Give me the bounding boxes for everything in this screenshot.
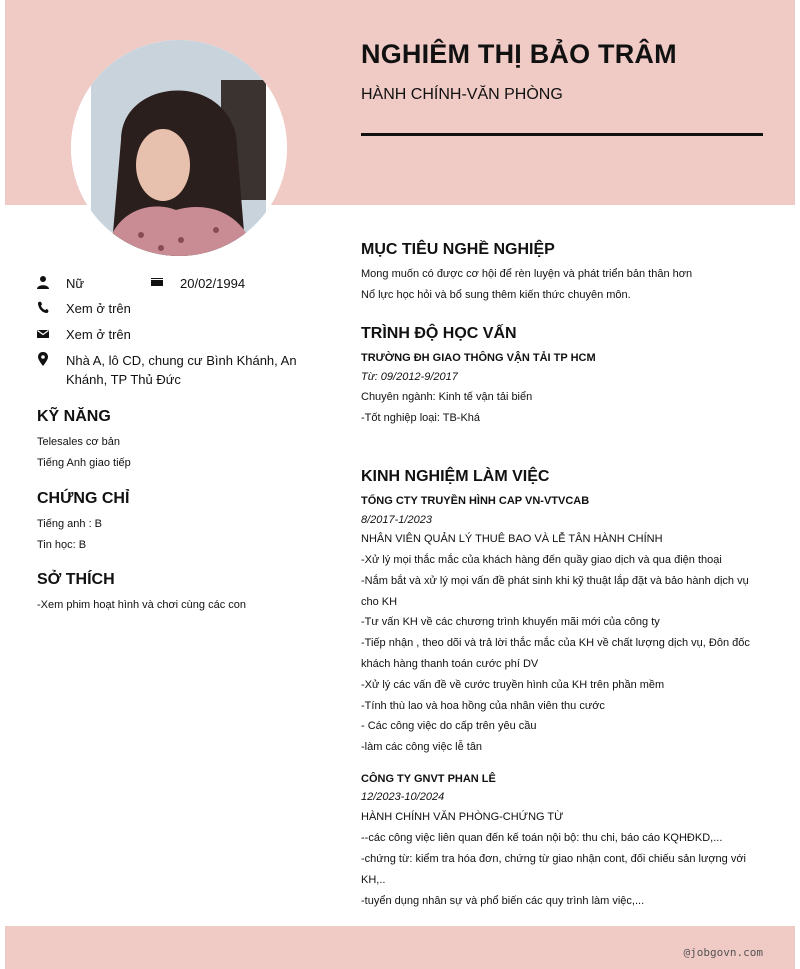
experience-title: KINH NGHIỆM LÀM VIỆC	[361, 468, 550, 485]
job-duty: cho KH	[361, 596, 398, 608]
education-major: Chuyên ngành: Kinh tế vận tải biển	[361, 391, 533, 403]
header-divider	[361, 133, 763, 136]
birthday-value: 20/02/1994	[180, 276, 246, 291]
footer-band	[5, 926, 795, 969]
email-value: Xem ở trên	[66, 327, 131, 342]
job-duty: khách hàng thanh toán cước phí DV	[361, 658, 539, 670]
objective-title: MỤC TIÊU NGHỀ NGHIỆP	[361, 241, 555, 258]
objective-line: Nổ lực học hỏi và bổ sung thêm kiến thức chuyên môn.	[361, 289, 631, 301]
contact-address	[37, 351, 297, 389]
user-icon	[37, 275, 49, 289]
job-duty: KH,..	[361, 874, 386, 886]
job-duty: -Xử lý các vấn đề về cước truyền hình của KH trên phần mềm	[361, 679, 665, 691]
skill-item: Telesales cơ bản	[37, 436, 121, 448]
certificate-item: Tin học: B	[37, 539, 87, 551]
address-value: Nhà A, lô CD, chung cư Bình Khánh, An Khánh, TP Thủ Đức	[66, 353, 297, 387]
objective-line: Mong muốn có được cơ hội để rèn luyện và phát triển bản thân hơn	[361, 268, 693, 280]
phone-value: Xem ở trên	[66, 301, 131, 316]
job-company: TỔNG CTY TRUYỀN HÌNH CAP VN-VTVCAB	[361, 495, 590, 507]
job-role: NHÂN VIÊN QUẢN LÝ THUÊ BAO VÀ LỄ TÂN HÀNH CHÍNH	[361, 533, 663, 545]
contact-email	[37, 325, 131, 344]
job-duty: -Nắm bắt và xử lý mọi vấn đề phát sinh khi kỹ thuật lắp đặt và bảo hành dịch vụ	[361, 575, 749, 587]
job-period: 8/2017-1/2023	[361, 514, 432, 526]
job-period: 12/2023-10/2024	[361, 791, 445, 803]
calendar-icon	[151, 275, 163, 289]
candidate-position: HÀNH CHÍNH-VĂN PHÒNG	[361, 86, 563, 103]
job-duty: -chứng từ: kiểm tra hóa đơn, chứng từ giao nhận cont, đối chiếu sản lượng với	[361, 853, 746, 865]
job-duty: - Các công việc do cấp trên yêu cầu	[361, 720, 537, 732]
hobby-item: -Xem phim hoạt hình và chơi cùng các con	[37, 599, 246, 611]
hobbies-title: SỞ THÍCH	[37, 571, 115, 588]
job-duty: -tuyển dụng nhân sự và phổ biến các quy trình làm việc,...	[361, 895, 645, 907]
certificates-title: CHỨNG CHỈ	[37, 490, 130, 507]
mail-icon	[37, 326, 49, 340]
job-company: CÔNG TY GNVT PHAN LÊ	[361, 773, 496, 785]
job-duty: -Tính thù lao và hoa hồng của nhân viên thu cước	[361, 700, 605, 712]
education-school: TRƯỜNG ĐH GIAO THÔNG VẬN TẢI TP HCM	[361, 352, 596, 364]
education-title: TRÌNH ĐỘ HỌC VẤN	[361, 325, 517, 342]
candidate-name: NGHIÊM THỊ BẢO TRÂM	[361, 39, 677, 69]
skill-item: Tiếng Anh giao tiếp	[37, 457, 131, 469]
job-duty: -Tiếp nhận , theo dõi và trả lời thắc mắc của KH về chất lượng dịch vụ, Đôn đốc	[361, 637, 750, 649]
phone-icon	[37, 300, 49, 314]
job-duty: -làm các công việc lễ tân	[361, 741, 483, 753]
job-duty: -Xử lý mọi thắc mắc của khách hàng đến quầy giao dịch và qua điện thoại	[361, 554, 722, 566]
job-duty: --các công việc liên quan đến kế toán nội bộ: thu chi, báo cáo KQHĐKD,...	[361, 832, 723, 844]
job-duty: -Tư vấn KH về các chương trình khuyến mãi mới của công ty	[361, 616, 660, 628]
profile-photo	[71, 40, 287, 256]
skills-title: KỸ NĂNG	[37, 408, 111, 425]
cv-page	[5, 0, 795, 969]
footer-brand: @jobgovn.com	[683, 946, 763, 959]
contact-phone	[37, 299, 131, 318]
contact-birthday	[151, 274, 245, 293]
contact-gender	[37, 274, 84, 293]
education-grade: -Tốt nghiệp loại: TB-Khá	[361, 412, 481, 424]
job-role: HÀNH CHÍNH VĂN PHÒNG-CHỨNG TỪ	[361, 811, 564, 823]
certificate-item: Tiếng anh : B	[37, 518, 103, 530]
education-period: Từ: 09/2012-9/2017	[361, 371, 458, 383]
gender-value: Nữ	[66, 276, 85, 291]
location-pin-icon	[37, 352, 49, 366]
